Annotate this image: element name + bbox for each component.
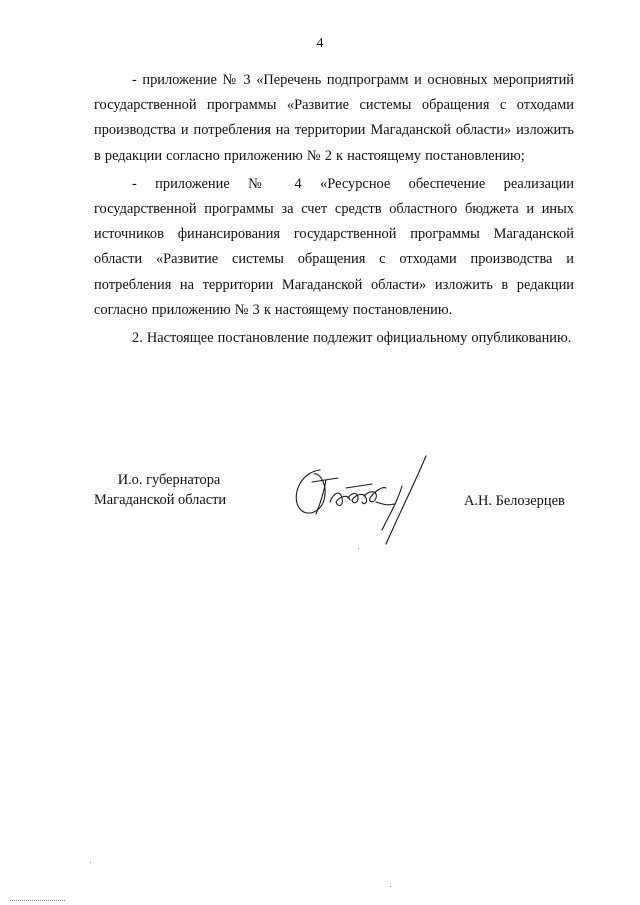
scan-speck bbox=[90, 862, 91, 863]
body-text bbox=[94, 68, 574, 354]
paragraph-publication: 2. Настоящее постановление подлежит официальному опубликованию. bbox=[132, 330, 572, 347]
page-number: 4 bbox=[316, 36, 324, 51]
signatory-title-line-1: И.о. губернатора bbox=[117, 472, 221, 488]
scan-speck bbox=[390, 886, 391, 887]
scan-speck bbox=[358, 548, 359, 549]
signatory-title bbox=[94, 470, 244, 510]
signatory-name: А.Н. Белозерцев bbox=[464, 493, 565, 509]
paragraph-appendix-3: - приложение № 3 «Перечень подпрограмм и основных мероприятий государственной программы «Развитие системы обращения с отходами производства и потребления на территории Магаданской области» изложить в редакции согласно приложению № 2 к настоящему постановлению; bbox=[94, 72, 574, 164]
paragraph-appendix-4: - приложение № 4 «Ресурсное обеспечение реализации государственной программы за счет средств областного бюджета и иных источников финансирования государственной программы Магаданской области «Развитие системы обращения с отходами производства и потребления на территории Магаданской области» изложить в редакции согласно приложению № 3 к настоящему постановлению. bbox=[94, 175, 574, 318]
handwritten-signature-icon bbox=[290, 452, 440, 547]
scan-edge-line bbox=[10, 900, 65, 902]
signatory-title-line-2: Магаданской области bbox=[94, 492, 227, 508]
